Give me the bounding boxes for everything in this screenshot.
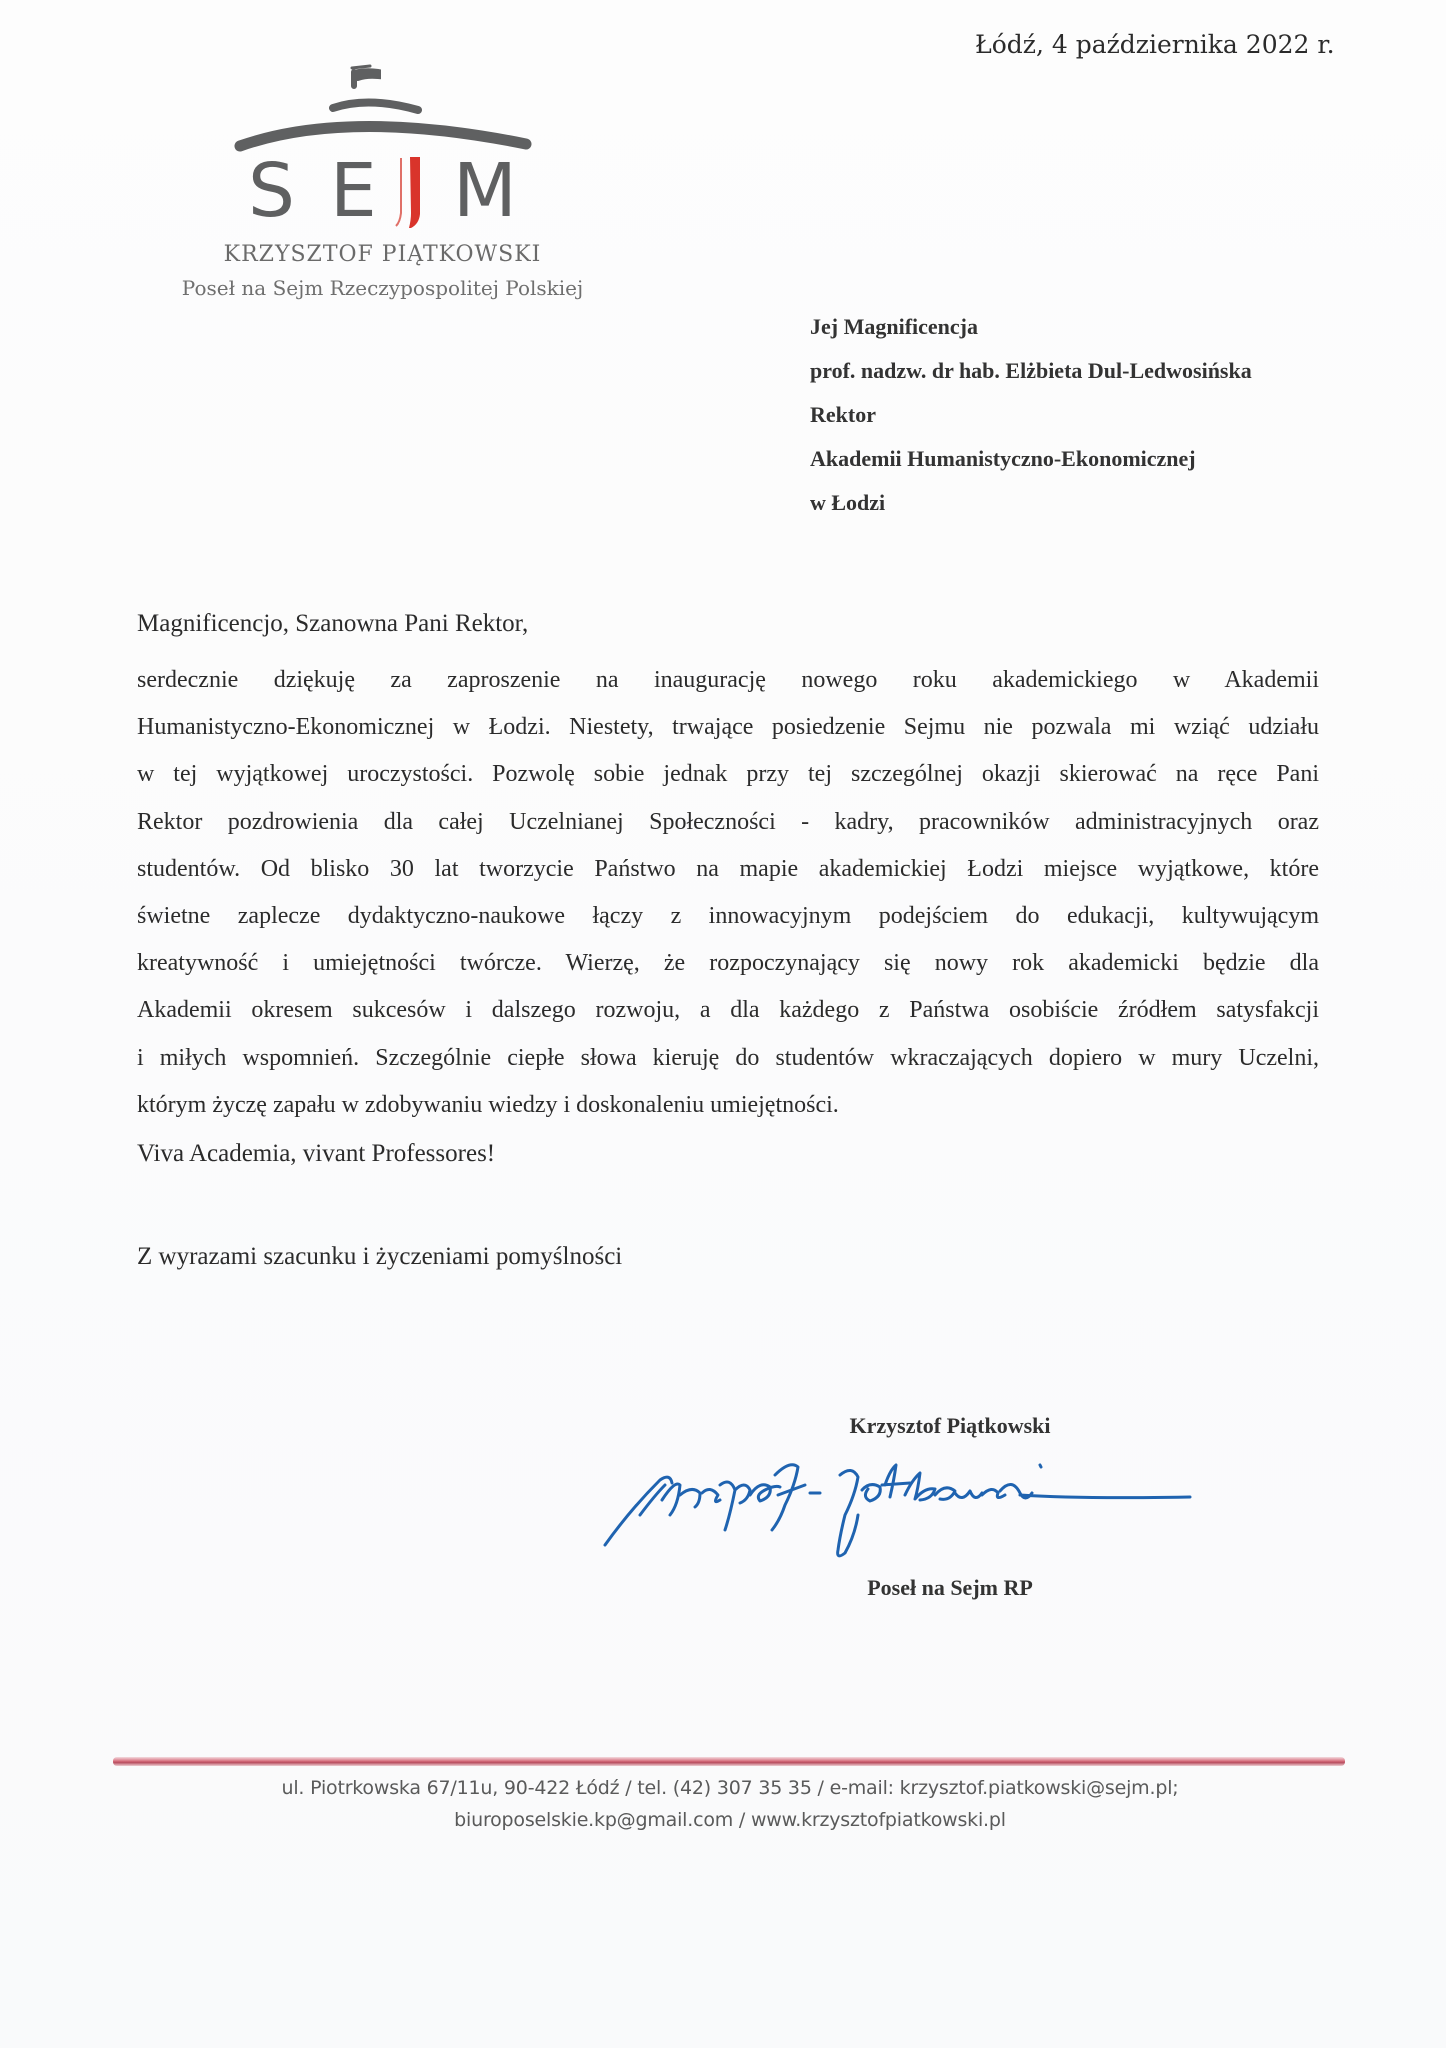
footer-web-line: biuroposelskie.kp@gmail.com / www.krzysztofpiatkowski.pl [454,1809,1006,1831]
recipient-line: w Łodzi [810,490,886,515]
body-line: Akademii okresem sukcesów i dalszego rozwoju, a dla każdego z Państwa osobiście źródłem satysfakcji [137,997,1319,1024]
body-line: serdecznie dziękuję za zaproszenie na inaugurację nowego roku akademickiego w Akademii [137,667,1319,693]
handwritten-signature-icon [600,1455,1200,1565]
motto: Viva Academia, vivant Professores! [137,1140,496,1167]
letter-body [137,657,1319,1129]
body-line: którym życzę zapału w zdobywaniu wiedzy i doskonaleniu umiejętności. [137,1091,839,1118]
body-line: w tej wyjątkowej uroczystości. Pozwolę sobie jednak przy tej szczególnej okazji skierować na ręce Pani [137,761,1319,788]
footer-divider [113,1757,1345,1766]
logo-letter-m: M [453,148,517,228]
body-line: świetne zaplecze dydaktyczno-naukowe łączy z innowacyjnym podejściem do edukacji, kultywującym [137,902,1319,929]
salutation: Magnificencjo, Szanowna Pani Rektor, [137,610,529,637]
body-line: Humanistyczno-Ekonomicznej w Łodzi. Niestety, trwające posiedzenie Sejmu nie pozwala mi wziąć udziału [137,714,1319,741]
letterhead-name: KRZYSZTOF PIĄTKOWSKI [223,242,542,267]
recipient-line: Jej Magnificencja [810,314,978,339]
letterhead-title: Poseł na Sejm Rzeczypospolitej Polskiej [181,276,584,300]
recipient-block [810,305,1252,525]
recipient-line: Rektor [810,402,876,427]
logo-letter-s: S [248,148,295,228]
body-line: kreatywność i umiejętności twórcze. Wierzę, że rozpoczynający się nowy rok akademicki będzie dla [137,950,1319,977]
signatory-name: Krzysztof Piątkowski [849,1413,1051,1438]
letter-date: Łódź, 4 października 2022 r. [975,30,1335,59]
body-line: i miłych wspomnień. Szczególnie ciepłe słowa kieruję do studentów wkraczających dopiero w mury Uczelni, [137,1044,1319,1071]
footer-contact-line: ul. Piotrkowska 67/11u, 90-422 Łódź / tel. (42) 307 35 35 / e-mail: krzysztof.piatkowski@sejm.pl; [281,1777,1179,1799]
body-line: Rektor pozdrowienia dla całej Uczelnianej Społeczności - kadry, pracowników administracyjnych oraz [137,808,1319,835]
logo-letter-e: E [330,148,377,228]
recipient-line: prof. nadzw. dr hab. Elżbieta Dul-Ledwosińska [810,358,1252,383]
sejm-dome-logo-icon [228,58,538,228]
closing-phrase: Z wyrazami szacunku i życzeniami pomyślności [137,1243,623,1270]
recipient-line: Akademii Humanistyczno-Ekonomicznej [810,446,1196,471]
body-line: studentów. Od blisko 30 lat tworzycie Państwo na mapie akademickiej Łodzi miejsce wyjątkowe, które [137,855,1319,882]
signatory-role: Poseł na Sejm RP [867,1575,1033,1600]
